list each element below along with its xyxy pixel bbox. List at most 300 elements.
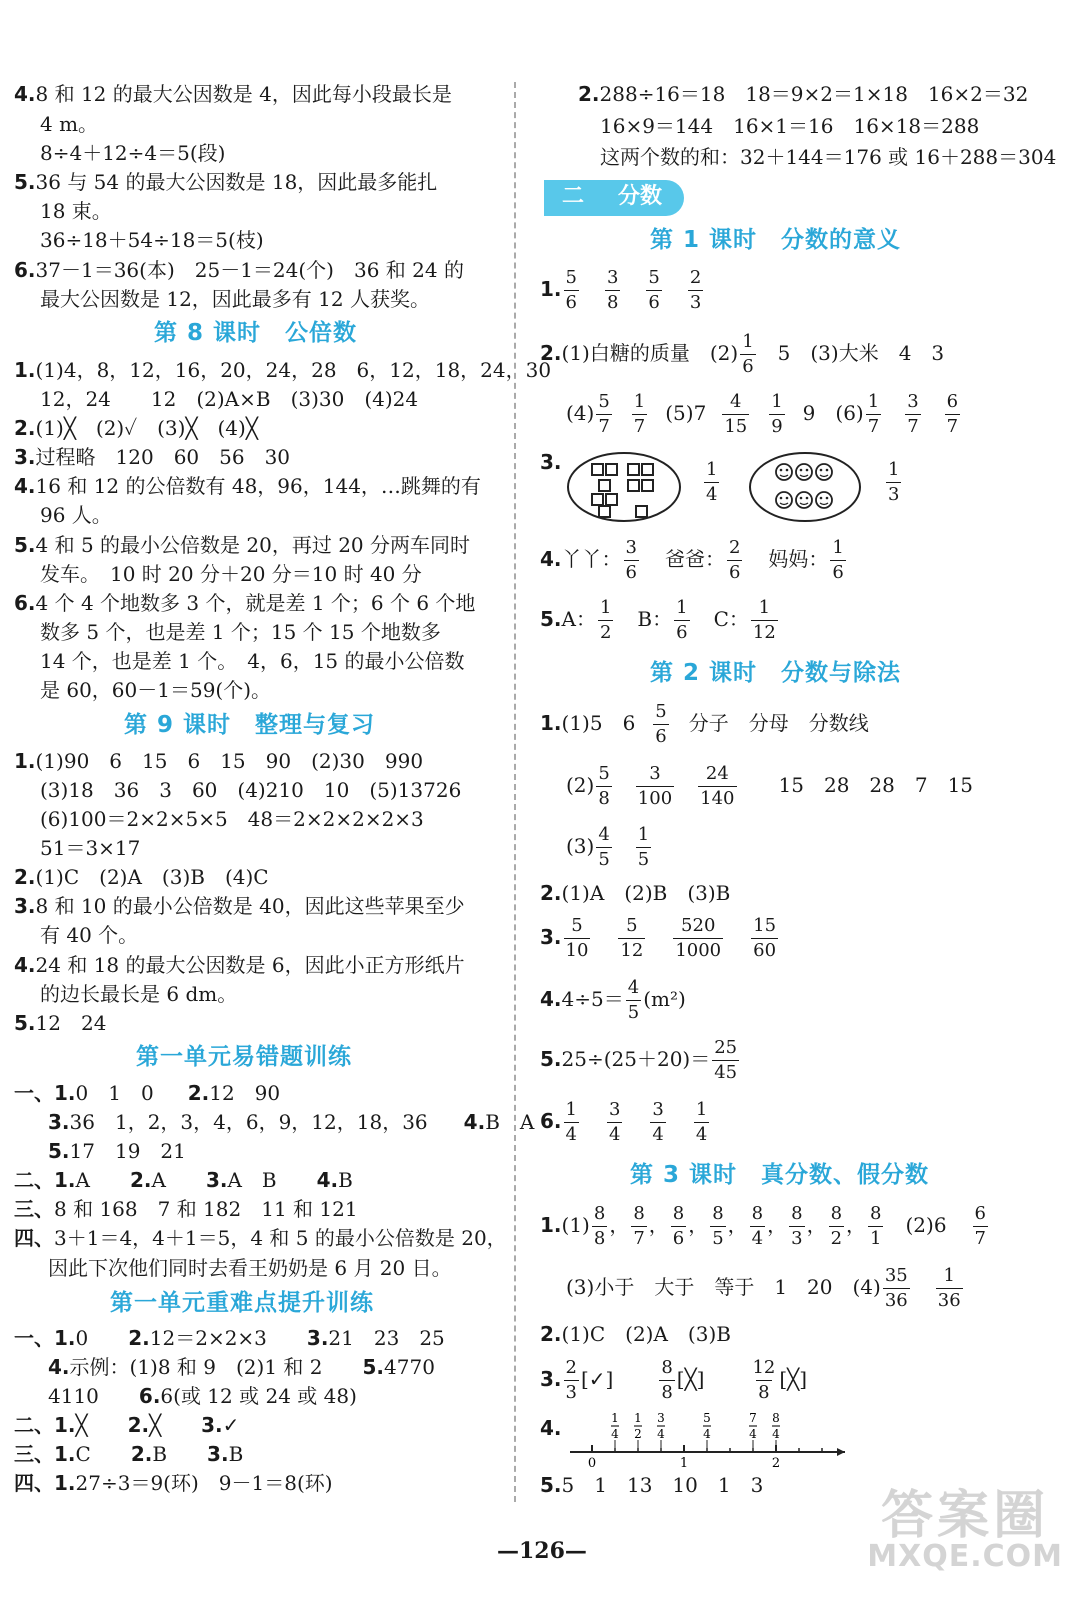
numerator: 1 [832, 537, 844, 558]
numerator: 1 [758, 597, 771, 618]
item-number: 4. [540, 1416, 562, 1440]
answer-text: (1)A (2)B (3)B [561, 881, 731, 905]
denominator: 6 [832, 561, 844, 583]
fraction-group [594, 763, 738, 809]
answer-text: A B [227, 1168, 317, 1192]
denominator: 12 [752, 621, 776, 643]
answer-text: (1)C (2)A (3)B [561, 1322, 731, 1346]
item-number: 1. [54, 1326, 76, 1350]
numerator: 8 [830, 1203, 843, 1224]
tick-label: 1 [679, 1456, 689, 1468]
arrow-head [837, 1448, 845, 1456]
part-label: 四、 [14, 1471, 54, 1495]
answer-text: 这两个数的和：32＋144＝176 或 16＋288＝304 [600, 145, 1057, 169]
answer-text: 12，24 12 (2)A×B (3)30 (4)24 [40, 387, 419, 411]
answer-text: 21 23 25 [328, 1326, 445, 1350]
fraction [688, 268, 703, 313]
numerator: 1 [742, 331, 754, 352]
fraction [596, 825, 611, 870]
watermark [867, 1486, 1063, 1574]
fraction [751, 916, 778, 961]
numerator: 2 [728, 537, 741, 558]
answer-text: 4 m。 [40, 112, 99, 136]
item-number: 2. [14, 865, 36, 889]
answer-text: C： [713, 606, 749, 631]
item-number: 4. [14, 474, 36, 498]
denominator: 45 [714, 1061, 738, 1083]
answer-text: 4770 [384, 1355, 435, 1379]
answer-text: 数多 5 个，也是差 1 个；15 个 15 个地数多 [40, 620, 441, 644]
denominator: 7 [974, 1227, 986, 1249]
answer-text: (3)小于 大于 等于 1 20 (4) [566, 1274, 881, 1299]
answer-text: B [152, 1442, 208, 1466]
cross-mark: [╳] [676, 1366, 705, 1391]
fraction-group [720, 391, 786, 437]
part-label: 三、 [14, 1442, 54, 1466]
numerator: 1 [599, 597, 612, 618]
point-label-numerator: 8 [772, 1412, 780, 1425]
fraction-group [881, 1265, 965, 1311]
answer-text: 18 束。 [40, 199, 112, 223]
cross-mark: [╳] [779, 1366, 808, 1391]
denominator: 3 [565, 1381, 577, 1403]
item-number: 5. [540, 1046, 562, 1071]
point-label-denominator: 4 [611, 1427, 619, 1441]
fraction [598, 598, 613, 643]
item-number: 3. [205, 1168, 228, 1192]
part-label: 二、 [14, 1413, 54, 1437]
fraction [592, 1204, 607, 1249]
fraction [884, 460, 903, 505]
point-label-denominator: 4 [703, 1427, 711, 1441]
part-label: 二、 [14, 1168, 54, 1192]
fraction [905, 392, 920, 437]
answer-text: B [228, 1442, 244, 1466]
denominator: 8 [593, 1227, 606, 1249]
numerator: 520 [681, 915, 716, 936]
point-label-denominator: 4 [657, 1427, 665, 1441]
item-number: 2. [540, 881, 562, 905]
denominator: 5 [637, 848, 650, 870]
numerator: 2 [689, 267, 702, 288]
point-label-numerator: 1 [611, 1412, 619, 1425]
fraction [564, 268, 579, 313]
fraction [750, 1358, 777, 1403]
answer-text: (6)100＝2×2×5×5 48＝2×2×2×2×3 [40, 807, 424, 831]
answer-text: 5 1 13 10 1 3 [561, 1473, 764, 1497]
fraction [596, 392, 611, 437]
separator: ， [806, 1212, 827, 1237]
denominator: 4 [608, 1123, 621, 1145]
answer-text: 5 (3)大米 4 3 [757, 340, 945, 365]
denominator: 7 [598, 415, 610, 437]
denominator: 2 [599, 621, 612, 643]
numerator: 4 [627, 977, 640, 998]
item-number: 2. [187, 1081, 210, 1105]
item-number: 3. [201, 1413, 223, 1437]
fraction [694, 1100, 709, 1145]
numerator: 8 [672, 1203, 685, 1224]
fraction [740, 332, 755, 377]
answer-text: (m²) [643, 986, 686, 1011]
number-line [560, 1412, 850, 1468]
separator: ， [688, 1212, 709, 1237]
part-label: 四、 [14, 1226, 54, 1250]
answer-text: 3＋1＝4，4＋1＝5，4 和 5 的最小公倍数是 20， [54, 1226, 507, 1250]
answer-text: 36 与 54 的最大公因数是 18，因此最多能扎 [35, 170, 438, 194]
fraction [748, 1357, 779, 1403]
fraction [626, 978, 641, 1023]
denominator: 100 [637, 787, 673, 809]
item-number: 1. [14, 358, 36, 382]
answer-text: (4) [566, 400, 595, 425]
answer-text: 最大公因数是 12，因此最多有 12 人获奖。 [40, 287, 430, 311]
numerator: 5 [571, 915, 583, 936]
fraction [749, 597, 780, 643]
numerator: 24 [705, 763, 729, 784]
answer-text: 示例：(1)8 和 9 (2)1 和 2 [69, 1355, 363, 1379]
point-label-numerator: 5 [703, 1412, 711, 1425]
answer-text: A： [561, 606, 596, 631]
fraction [564, 916, 591, 961]
numerator: 1 [633, 391, 646, 412]
answer-text: A [151, 1168, 206, 1192]
fraction [702, 460, 721, 505]
answer-text: 的边长最长是 6 dm。 [40, 982, 238, 1006]
fraction [673, 916, 723, 961]
answer-text: (1)90 6 15 6 15 90 (2)30 990 [35, 749, 424, 773]
separator: ， [609, 1212, 630, 1237]
point-label-numerator: 3 [657, 1412, 665, 1425]
fraction [659, 1358, 674, 1403]
denominator: 3 [689, 291, 702, 313]
item-number: 6. [138, 1384, 161, 1408]
point-label-denominator: 4 [749, 1427, 757, 1441]
denominator: 7 [867, 415, 880, 437]
fraction-group [562, 1099, 712, 1145]
fraction [632, 392, 647, 437]
numerator: 4 [730, 391, 742, 412]
denominator: 4 [565, 1123, 577, 1145]
denominator: 15 [724, 415, 748, 437]
item-number: 1. [54, 1168, 76, 1192]
answer-text: 37－1＝36(本) 25－1＝24(个) 36 和 24 的 [35, 258, 464, 282]
denominator: 9 [771, 415, 783, 437]
denominator: 8 [758, 1381, 770, 1403]
item-number: 4. [316, 1168, 339, 1192]
item-number: 4. [540, 546, 562, 571]
fraction [704, 460, 719, 505]
answer-text: (2)6 [905, 1212, 947, 1237]
answer-text: B： [637, 606, 673, 631]
item-number: 2. [540, 340, 562, 365]
answer-text: B [338, 1168, 353, 1192]
fraction [751, 598, 778, 643]
answer-text: 9 (6) [802, 400, 864, 425]
fraction [651, 701, 670, 747]
denominator: 6 [742, 355, 754, 377]
fraction-group [864, 391, 962, 437]
numerator: 2 [565, 1357, 577, 1378]
point-label-denominator: 4 [772, 1427, 780, 1441]
answer-text: 妈妈： [768, 546, 829, 571]
item-number: 3. [14, 445, 36, 469]
answer-text: 8 和 168 7 和 182 11 和 121 [54, 1197, 358, 1221]
numerator: 8 [712, 1203, 724, 1224]
answer-text: 4÷5＝ [561, 986, 624, 1011]
denominator: 3 [888, 483, 900, 505]
denominator: 6 [648, 291, 660, 313]
page-number: —126— [497, 1538, 587, 1564]
answer-text: 过程略 120 60 56 30 [35, 445, 291, 469]
section-heading: 第一单元易错题训练 [136, 1044, 352, 1070]
denominator: 4 [751, 1227, 764, 1249]
numerator: 5 [626, 915, 638, 936]
numerator: 3 [608, 1099, 621, 1120]
numerator: 8 [593, 1203, 606, 1224]
item-number: 4. [14, 82, 36, 106]
fraction [789, 1204, 804, 1249]
numerator: 6 [974, 1203, 986, 1224]
numerator: 1 [943, 1265, 955, 1286]
answer-text: (1) [561, 1212, 590, 1237]
answer-text: 36÷18＋54÷18＝5(枝) [40, 228, 264, 252]
item-number: 1. [54, 1442, 76, 1466]
answer-text: 24 和 18 的最大公因数是 6，因此小正方形纸片 [35, 953, 465, 977]
numerator: 3 [907, 391, 919, 412]
numerator: 6 [946, 391, 959, 412]
answer-text: ╳ [149, 1413, 202, 1437]
fraction [671, 1204, 686, 1249]
denominator: 5 [598, 848, 610, 870]
numerator: 1 [771, 391, 783, 412]
answer-text: B A [485, 1110, 535, 1134]
denominator: 36 [937, 1289, 961, 1311]
numerator: 1 [888, 459, 900, 480]
fraction [646, 268, 661, 313]
denominator: 140 [700, 787, 735, 809]
numerator: 1 [695, 1099, 708, 1120]
item-number: 2. [14, 416, 36, 440]
column-divider [514, 82, 516, 1502]
point-label-numerator: 1 [634, 1412, 642, 1425]
fraction [936, 1266, 963, 1311]
numerator: 3 [649, 763, 661, 784]
fraction [631, 1204, 646, 1249]
numerator: 4 [598, 824, 610, 845]
fraction [971, 1203, 990, 1249]
item-number: 5. [48, 1139, 70, 1163]
denominator: 1 [870, 1227, 882, 1249]
denominator: 7 [633, 415, 646, 437]
numerator: 5 [655, 701, 667, 722]
answer-text: 8÷4＋12÷4＝5(段) [40, 141, 226, 165]
fraction [653, 702, 668, 747]
numerator: 5 [598, 763, 610, 784]
item-number: 3. [14, 894, 36, 918]
separator: ， [767, 1212, 788, 1237]
item-number: 3. [207, 1442, 229, 1466]
fraction-group [562, 915, 781, 961]
separator: ， [727, 1212, 748, 1237]
numerator: 1 [565, 1099, 577, 1120]
item-number: 4. [540, 986, 562, 1011]
numerator: 3 [625, 537, 637, 558]
answer-text: 0 [75, 1326, 129, 1350]
item-number: 3. [540, 450, 562, 474]
item-number: 1. [54, 1413, 76, 1437]
item-number: 2. [130, 1442, 153, 1466]
denominator: 3 [791, 1227, 803, 1249]
answer-text: 16 和 12 的公倍数有 48，96，144，…跳舞的有 [35, 474, 481, 498]
denominator: 6 [655, 725, 667, 747]
tick-label: 2 [771, 1456, 781, 1468]
answer-text: 12＝2×2×3 [149, 1326, 307, 1350]
numerator: 1 [706, 459, 718, 480]
item-number: 1. [14, 749, 36, 773]
denominator: 8 [606, 291, 619, 313]
denominator: 5 [712, 1227, 724, 1249]
denominator: 6 [676, 621, 688, 643]
fraction-group [590, 1203, 886, 1249]
lesson-heading: 第 1 课时 分数的意义 [650, 227, 902, 253]
answer-text: ╳ [75, 1413, 128, 1437]
item-number: 5. [362, 1355, 385, 1379]
item-number: 6. [14, 591, 36, 615]
answer-text: 发车。 10 时 20 分＋20 分＝10 时 40 分 [40, 562, 422, 586]
lesson-heading: 第 8 课时 公倍数 [154, 320, 358, 346]
answer-text: (3) [566, 833, 595, 858]
fraction [624, 538, 639, 583]
denominator: 4 [695, 1123, 708, 1145]
answer-text: (5)7 [665, 400, 707, 425]
answer-text: 爸爸： [664, 546, 725, 571]
numerator: 5 [565, 267, 577, 288]
item-number: 6. [540, 1108, 562, 1133]
numerator: 8 [791, 1203, 803, 1224]
fraction [605, 268, 620, 313]
check-mark: [✓] [580, 1366, 614, 1391]
answer-text: (1)4，8，12，16，20，24，28 6，12，18，24，30 [35, 358, 552, 382]
denominator: 6 [728, 561, 741, 583]
denominator: 7 [633, 1227, 645, 1249]
answer-text: 12 24 [35, 1011, 107, 1035]
fraction [829, 1204, 844, 1249]
denominator: 1000 [675, 939, 722, 961]
item-number: 1. [540, 276, 562, 301]
numerator: 5 [598, 391, 610, 412]
denominator: 2 [830, 1227, 843, 1249]
part-label: 一、 [14, 1081, 54, 1105]
denominator: 6 [625, 561, 637, 583]
fraction [624, 977, 643, 1023]
answer-text: 有 40 个。 [40, 923, 139, 947]
answer-text: 8 和 10 的最小公倍数是 40，因此这些苹果至少 [35, 894, 465, 918]
answer-text: 17 19 21 [69, 1139, 186, 1163]
fraction [866, 392, 881, 437]
numerator: 1 [867, 391, 880, 412]
fraction [750, 1204, 765, 1249]
fraction [722, 392, 749, 437]
numerator: 12 [752, 1357, 776, 1378]
lesson-heading: 第 9 课时 整理与复习 [124, 712, 376, 738]
unit-number: 二 [562, 184, 585, 209]
fraction [674, 598, 689, 643]
denominator: 4 [652, 1123, 664, 1145]
lesson-heading: 第 2 课时 分数与除法 [650, 660, 902, 686]
denominator: 36 [884, 1289, 908, 1311]
oval-with-squares-icon [564, 448, 684, 526]
denominator: 6 [565, 291, 577, 313]
item-number: 1. [54, 1471, 76, 1495]
fraction [564, 1100, 579, 1145]
answer-text: 14 个，也是差 1 个。 4，6，15 的最小公倍数 [40, 649, 465, 673]
fraction [710, 1037, 741, 1083]
answer-text: (1)C (2)A (3)B (4)C [35, 865, 269, 889]
item-number: 1. [540, 710, 562, 735]
item-number: 5. [14, 1011, 36, 1035]
answer-text: ✓ [222, 1413, 240, 1437]
answer-text: 4110 [48, 1384, 139, 1408]
numerator: 35 [884, 1265, 908, 1286]
numerator: 8 [751, 1203, 764, 1224]
item-number: 6. [14, 258, 36, 282]
fraction [672, 597, 691, 643]
fraction [657, 1357, 676, 1403]
fraction [698, 764, 736, 809]
item-number: 1. [540, 1212, 562, 1237]
watermark-url: MXQE.COM [867, 1539, 1063, 1574]
answer-text: 27÷3＝9(环) 9－1＝8(环) [75, 1471, 333, 1495]
oval-with-faces-icon [746, 448, 864, 526]
fraction-group [594, 391, 649, 437]
separator: ， [846, 1212, 867, 1237]
item-number: 3. [48, 1110, 70, 1134]
answer-text: (1)╳ (2)✓ (3)╳ (4)╳ [35, 416, 258, 440]
answer-text: 96 人。 [40, 503, 112, 527]
item-number: 2. [129, 1168, 152, 1192]
answer-text: (1)5 6 [561, 710, 636, 735]
fraction [738, 331, 757, 377]
item-number: 2. [578, 82, 600, 106]
answer-text: (3)18 36 3 60 (4)210 10 (5)13726 [40, 778, 462, 802]
answer-text: C [75, 1442, 131, 1466]
answer-text: 36 1，2，3，4，6，9，12，18，36 [69, 1110, 448, 1134]
fraction [727, 538, 742, 583]
point-label-denominator: 2 [634, 1427, 642, 1441]
fraction [945, 392, 960, 437]
denominator: 60 [753, 939, 777, 961]
numerator: 5 [648, 267, 660, 288]
item-number: 4. [463, 1110, 486, 1134]
fraction [725, 537, 744, 583]
fraction [828, 537, 847, 583]
watermark-text: 答案圈 [881, 1486, 1050, 1546]
answer-text: 12 90 [209, 1081, 281, 1105]
item-number: 4. [14, 953, 36, 977]
answer-text: 4 和 5 的最小公倍数是 20，再过 20 分两车同时 [35, 533, 471, 557]
answer-text: 6(或 12 或 24 或 48) [160, 1384, 357, 1408]
fraction [883, 1266, 910, 1311]
denominator: 6 [672, 1227, 685, 1249]
answer-text: 4 个 4 个地数多 3 个，就是差 1 个；6 个 6 个地 [35, 591, 476, 615]
answer-text: 0 1 0 [75, 1081, 174, 1105]
item-number: 5. [14, 533, 36, 557]
fraction [830, 538, 845, 583]
fraction [769, 392, 784, 437]
answer-text: 25÷(25＋20)＝ [561, 1046, 711, 1071]
fraction [710, 1204, 725, 1249]
